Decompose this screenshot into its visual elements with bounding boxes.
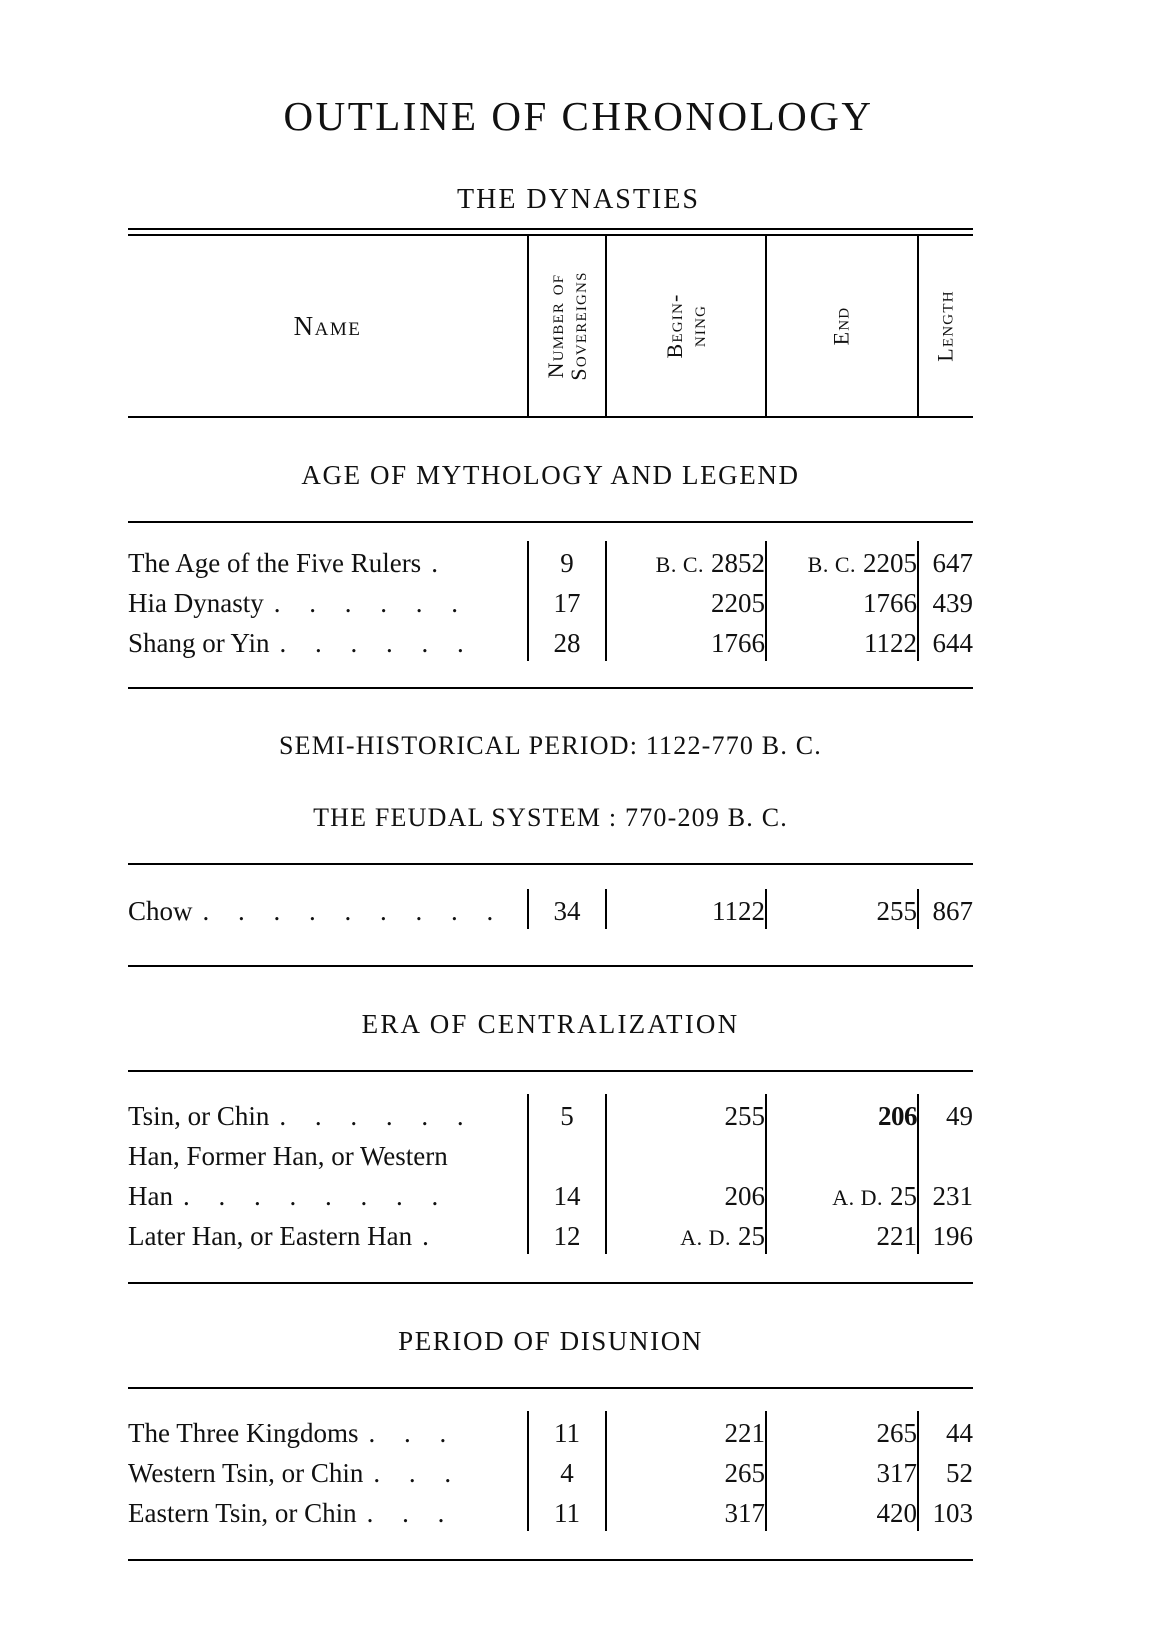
row-sovereigns: 34 (528, 889, 606, 929)
row-spacer (128, 1531, 973, 1559)
table-row (128, 1491, 973, 1531)
table-row (128, 1451, 973, 1491)
section-caption-centralization: ERA OF CENTRALIZATION (361, 1009, 740, 1039)
row-name: The Age of the Five Rulers . (128, 548, 449, 578)
table-row (128, 1134, 973, 1174)
row-sovereigns: 14 (528, 1174, 606, 1214)
column-header-sovereigns-line2: Sovereigns (566, 271, 591, 381)
spacer (128, 833, 973, 863)
section-caption-disunion: PERIOD OF DISUNION (398, 1326, 703, 1356)
row-length: 867 (918, 889, 973, 929)
section-body-feudal (128, 865, 973, 965)
spacer (128, 689, 973, 731)
row-length: 196 (918, 1214, 973, 1254)
row-begin: 2205 (606, 581, 766, 621)
row-name: Tsin, or Chin . . . . . . (128, 1101, 475, 1131)
row-name: Shang or Yin . . . . . . (128, 628, 475, 658)
row-begin: 1122 (606, 889, 766, 929)
row-end: 1122 (766, 621, 918, 661)
table-row (128, 1411, 973, 1451)
spacer (128, 1357, 973, 1387)
column-header-name: Name (293, 310, 362, 341)
row-length: 644 (918, 621, 973, 661)
section-caption-feudal: THE FEUDAL SYSTEM : 770-209 B. C. (313, 803, 788, 832)
spacer (128, 491, 973, 521)
table-row (128, 1094, 973, 1134)
section-body-disunion (128, 1389, 973, 1559)
section-body-centralization (128, 1072, 973, 1282)
row-end: 255 (766, 889, 918, 929)
row-name: Later Han, or Eastern Han . (128, 1221, 440, 1251)
row-length: 439 (918, 581, 973, 621)
table-row (128, 621, 973, 661)
spacer (128, 1040, 973, 1070)
spacer (128, 761, 973, 803)
chronology-table (128, 228, 973, 1561)
column-header-length (918, 236, 973, 416)
row-name: The Three Kingdoms . . . (128, 1418, 458, 1448)
column-header-end-label: End (828, 306, 854, 346)
row-name: Chow . . . . . . . . . (128, 896, 505, 926)
row-spacer-cell (918, 1134, 973, 1174)
row-end: 221 (766, 1214, 918, 1254)
row-spacer (128, 1072, 973, 1094)
table-header (128, 236, 973, 416)
table-row (128, 1214, 973, 1254)
row-length: 44 (918, 1411, 973, 1451)
row-name-line1: Han, Former Han, or Western (128, 1141, 448, 1171)
section-body-mythology (128, 523, 973, 687)
row-end: 206 (766, 1094, 918, 1134)
row-end: 420 (766, 1491, 918, 1531)
table-row (128, 1174, 973, 1214)
row-name: Hia Dynasty . . . . . . (128, 588, 469, 618)
row-length: 52 (918, 1451, 973, 1491)
row-spacer (128, 1254, 973, 1282)
table-row (128, 541, 973, 581)
table-bottom-rule (128, 1559, 973, 1561)
row-end: 265 (766, 1411, 918, 1451)
column-header-sovereigns-line1: Number of (542, 273, 568, 379)
row-name: Western Tsin, or Chin . . . (128, 1458, 463, 1488)
row-sovereigns: 11 (528, 1491, 606, 1531)
table-row (128, 581, 973, 621)
row-end: 317 (766, 1451, 918, 1491)
row-name: Eastern Tsin, or Chin . . . (128, 1498, 456, 1528)
row-spacer (128, 661, 973, 687)
note-semi-historical-period: SEMI-HISTORICAL PERIOD: 1122-770 B. C. (279, 731, 822, 760)
row-begin: B. C. 2852 (606, 541, 766, 581)
row-begin: 221 (606, 1411, 766, 1451)
row-length: 231 (918, 1174, 973, 1214)
row-sovereigns: 5 (528, 1094, 606, 1134)
row-begin: 206 (606, 1174, 766, 1214)
row-begin: 265 (606, 1451, 766, 1491)
column-header-end (766, 236, 918, 416)
column-header-length-label: Length (932, 290, 958, 362)
column-header-sovereigns (528, 236, 606, 416)
row-sovereigns: 17 (528, 581, 606, 621)
row-length: 647 (918, 541, 973, 581)
row-end: B. C. 2205 (766, 541, 918, 581)
row-spacer (128, 1389, 973, 1411)
row-begin: A. D. 25 (606, 1214, 766, 1254)
row-end: A. D. 25 (766, 1174, 918, 1214)
row-spacer (128, 929, 973, 965)
row-name-line2: Han . . . . . . . . (128, 1181, 450, 1211)
row-spacer-cell (766, 1134, 918, 1174)
row-spacer (128, 523, 973, 541)
section-caption-mythology: AGE OF MYTHOLOGY AND LEGEND (301, 460, 800, 490)
row-sovereigns: 9 (528, 541, 606, 581)
row-begin: 255 (606, 1094, 766, 1134)
row-sovereigns: 28 (528, 621, 606, 661)
row-begin: 1766 (606, 621, 766, 661)
page-title: OUTLINE OF CHRONOLOGY (283, 93, 874, 139)
row-sovereigns: 12 (528, 1214, 606, 1254)
page-subtitle: THE DYNASTIES (457, 184, 700, 215)
column-header-beginning-line1: Begin- (661, 293, 687, 359)
spacer (128, 967, 973, 1009)
spacer (128, 1284, 973, 1326)
row-spacer-cell (528, 1134, 606, 1174)
row-length: 49 (918, 1094, 973, 1134)
table-top-rule (128, 228, 973, 236)
spacer (128, 418, 973, 460)
row-length: 103 (918, 1491, 973, 1531)
row-sovereigns: 4 (528, 1451, 606, 1491)
row-begin: 317 (606, 1491, 766, 1531)
row-spacer (128, 865, 973, 889)
row-end: 1766 (766, 581, 918, 621)
table-row (128, 889, 973, 929)
row-sovereigns: 11 (528, 1411, 606, 1451)
row-spacer-cell (606, 1134, 766, 1174)
column-header-beginning (606, 236, 766, 416)
column-header-beginning-line2: ning (685, 304, 710, 348)
